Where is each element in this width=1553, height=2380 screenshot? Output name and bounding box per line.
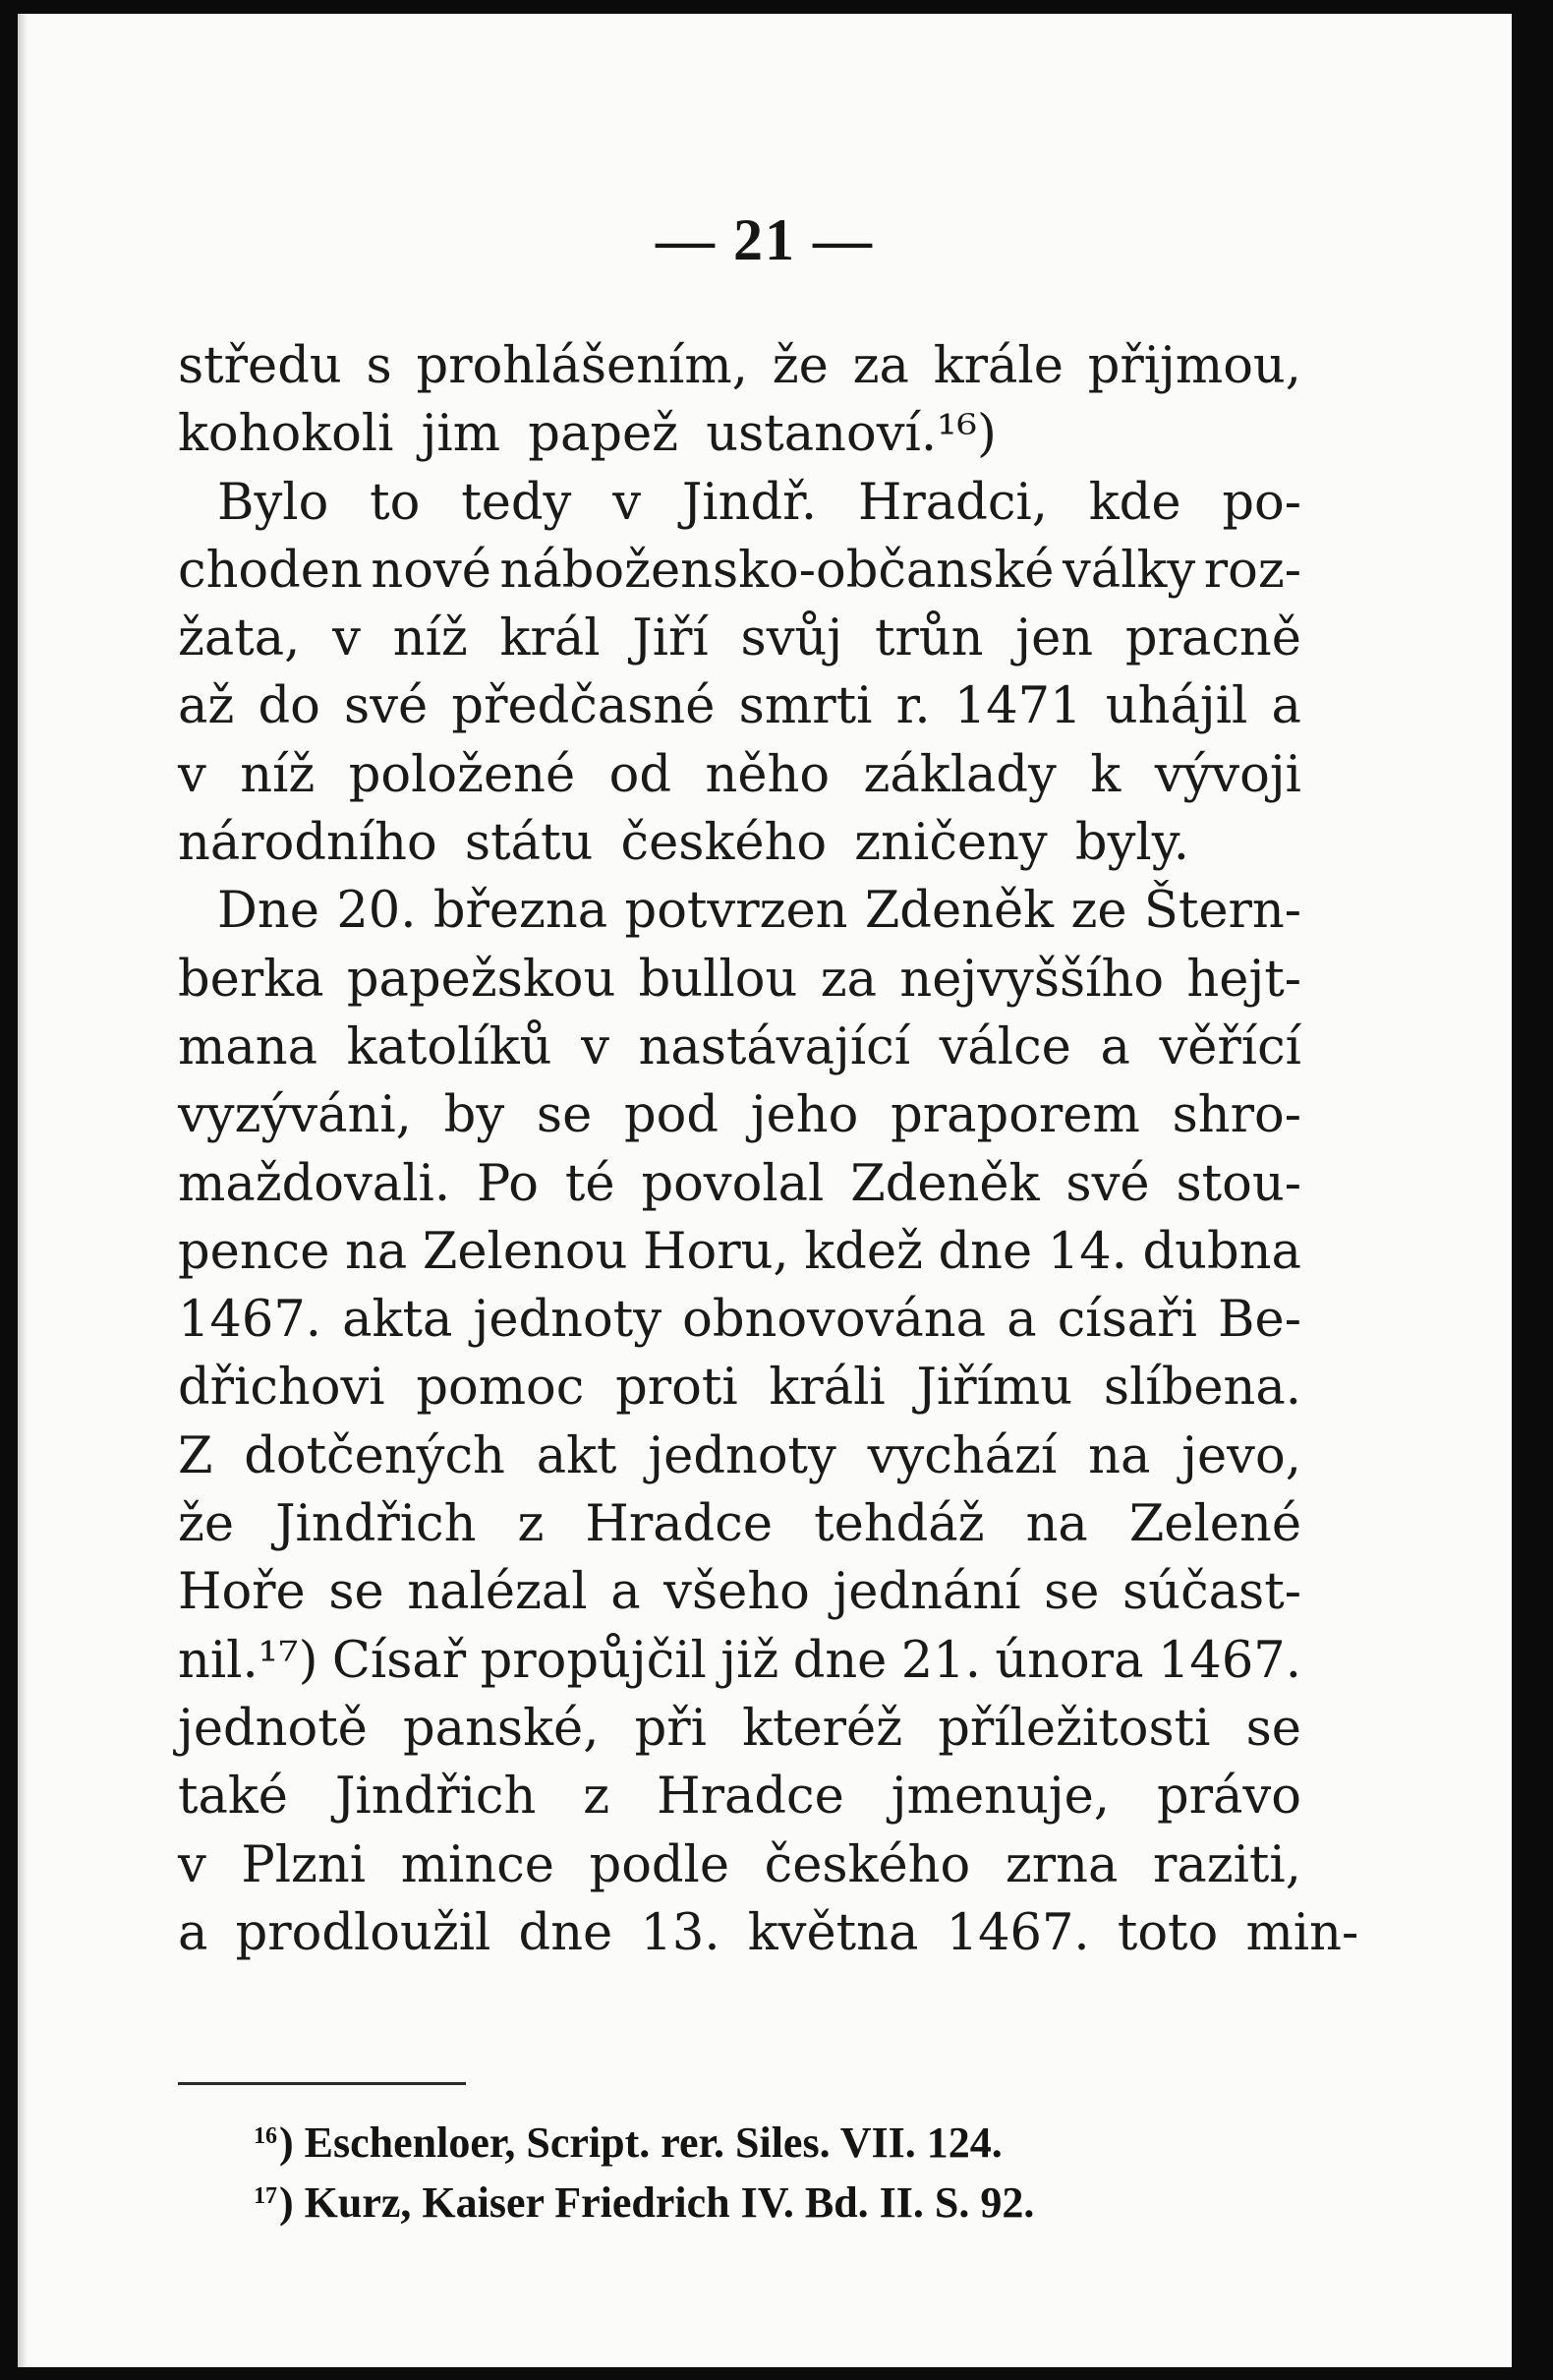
word: právo: [1157, 1768, 1301, 1827]
word: 1471: [953, 677, 1082, 736]
word: obnovována: [682, 1291, 987, 1350]
word: již: [720, 1631, 779, 1690]
text-line: [178, 1558, 1301, 1626]
word: tedy: [461, 473, 572, 532]
page-number: — 21 —: [656, 207, 874, 272]
word: jen: [1015, 610, 1094, 668]
word: do: [258, 677, 320, 736]
book-page: [18, 14, 1512, 2367]
word: propůjčil: [480, 1631, 707, 1690]
word: pomoc: [416, 1359, 585, 1418]
footnote-17: [254, 2170, 1237, 2230]
word: mana: [178, 1017, 318, 1076]
text-line: [178, 332, 1301, 400]
text-line: [178, 1695, 1301, 1763]
word: akta: [342, 1291, 453, 1350]
word: března: [432, 882, 608, 941]
word: pence: [178, 1222, 330, 1281]
text-line: [178, 1627, 1301, 1695]
word: Hradce: [585, 1495, 774, 1554]
word: a: [610, 1563, 641, 1622]
word: Be-: [1218, 1291, 1301, 1350]
word: k: [1090, 745, 1122, 804]
word: té: [564, 1154, 615, 1213]
word: války: [1062, 541, 1196, 600]
word: Hoře: [178, 1563, 306, 1622]
word: předčasné: [451, 677, 716, 736]
body-text: [178, 332, 1359, 1967]
word: v: [581, 1017, 609, 1076]
word: a: [1271, 677, 1301, 736]
word: dne: [938, 1222, 1033, 1281]
word: 20.: [336, 882, 417, 941]
word: a: [1100, 1017, 1130, 1076]
text-line: [178, 877, 1301, 945]
word: své: [344, 677, 429, 736]
word: proti: [615, 1359, 738, 1418]
footnote-text: ) Eschenloer, Script. rer. Siles. VII. 124.: [279, 2119, 1003, 2167]
word: kteréž: [742, 1699, 903, 1758]
word: Zdeněk: [850, 1154, 1040, 1213]
footnotes: [254, 2110, 1237, 2230]
word: Jiřímu: [916, 1359, 1073, 1418]
word: dne: [792, 1631, 888, 1690]
word: Po: [476, 1154, 539, 1213]
text-line: [178, 1490, 1301, 1558]
word: jednání: [833, 1563, 1021, 1622]
word: dřichovi: [178, 1359, 385, 1418]
footnote-mark: 17: [254, 2183, 277, 2209]
word: pracně: [1124, 610, 1301, 668]
word: českého: [764, 1835, 971, 1894]
word: válce: [939, 1017, 1071, 1076]
word: na: [345, 1222, 408, 1281]
word: přijmou,: [1087, 337, 1301, 395]
word: jednoty: [648, 1426, 836, 1485]
word: Jindřich: [334, 1768, 537, 1827]
word: králi: [769, 1359, 886, 1418]
word: praporem: [891, 1086, 1140, 1145]
word: 1467.: [1157, 1631, 1301, 1690]
footnote-mark: 16: [254, 2123, 277, 2149]
word: to: [370, 473, 421, 532]
word: Bylo: [217, 473, 329, 532]
text-line: [178, 1081, 1301, 1149]
footnote-separator: [178, 2082, 466, 2085]
word: raziti,: [1152, 1835, 1301, 1894]
word: a: [1007, 1291, 1037, 1350]
word: že: [772, 337, 829, 395]
word: Plzni: [241, 1835, 367, 1894]
word: v: [178, 745, 206, 804]
word: jevo,: [1181, 1426, 1301, 1485]
word: krále: [933, 337, 1064, 395]
word: papežskou: [346, 950, 616, 1009]
word: s: [366, 337, 392, 395]
word: února: [995, 1631, 1144, 1690]
page-edge-shadow: [18, 14, 28, 2367]
word: až: [178, 677, 235, 736]
word: se: [1245, 1699, 1301, 1758]
word: nábožensko-občanské: [499, 541, 1055, 600]
word: choden: [178, 541, 363, 600]
word: Zdeněk: [864, 882, 1055, 941]
word: za: [820, 950, 877, 1009]
text-line: [178, 1014, 1301, 1081]
word: nastávající: [638, 1017, 911, 1076]
word: mince: [400, 1835, 554, 1894]
word: súčast-: [1122, 1563, 1301, 1622]
text-line: [178, 741, 1301, 809]
text-line: [178, 1218, 1301, 1286]
word: pod: [624, 1086, 719, 1145]
word: že: [178, 1495, 235, 1554]
word: stou-: [1176, 1154, 1301, 1213]
word: by: [443, 1086, 505, 1145]
word: jmenuje,: [891, 1768, 1111, 1827]
word: bullou: [638, 950, 798, 1009]
word: roz-: [1203, 541, 1301, 600]
text-line: [178, 1354, 1301, 1422]
word: v: [332, 610, 361, 668]
word: slíbena.: [1103, 1359, 1301, 1418]
word: vývoji: [1154, 745, 1301, 804]
word: položené: [348, 745, 576, 804]
word: Dne: [217, 882, 319, 941]
word: se: [536, 1086, 593, 1145]
word: maždovali.: [178, 1154, 451, 1213]
text-line: [178, 1831, 1301, 1899]
text-line: [178, 1763, 1301, 1830]
text-line: [178, 946, 1301, 1014]
word: všeho: [663, 1563, 810, 1622]
word: základy: [863, 745, 1057, 804]
text-line: kohokoli jim papež ustanoví.¹⁶): [178, 405, 997, 464]
footnote-text: ) Kurz, Kaiser Friedrich IV. Bd. II. S. 92.: [279, 2178, 1035, 2227]
word: vyzýváni,: [178, 1086, 412, 1145]
word: r.: [895, 677, 931, 736]
word: povolal: [641, 1154, 825, 1213]
word: v: [178, 1835, 206, 1894]
word: podle: [589, 1835, 730, 1894]
word: smrti: [738, 677, 873, 736]
word: panské,: [403, 1699, 600, 1758]
text-line: [178, 672, 1301, 740]
word: příležitosti: [938, 1699, 1211, 1758]
word: žata,: [178, 610, 301, 668]
footnote-16: [254, 2110, 1237, 2170]
word: nejvyššího: [899, 950, 1165, 1009]
word: císaři: [1057, 1291, 1197, 1350]
word: středu: [178, 337, 342, 395]
word: vychází: [867, 1426, 1058, 1485]
word: níž: [240, 745, 316, 804]
word: kde: [1088, 473, 1181, 532]
text-line: národního státu českého zničeny byly.: [178, 814, 1189, 873]
word: dotčených: [244, 1426, 505, 1485]
word: jeho: [750, 1086, 859, 1145]
word: prohlášením,: [416, 337, 748, 395]
word: se: [1044, 1563, 1100, 1622]
word: při: [634, 1699, 707, 1758]
word: Císař: [331, 1631, 467, 1690]
word: níž: [392, 610, 468, 668]
word: za: [852, 337, 909, 395]
word: shro-: [1172, 1086, 1301, 1145]
text-line: [178, 469, 1301, 537]
word: také: [178, 1768, 288, 1827]
word: nil.¹⁷): [178, 1631, 318, 1690]
word: se: [328, 1563, 384, 1622]
word: král: [499, 610, 601, 668]
word: nalézal: [407, 1563, 588, 1622]
word: potvrzen: [624, 882, 848, 941]
word: něho: [705, 745, 831, 804]
text-line: a prodloužil dne 13. května 1467. toto min-: [178, 1903, 1359, 1962]
word: dubna: [1142, 1222, 1301, 1281]
word: hejt-: [1186, 950, 1301, 1009]
word: v: [612, 473, 641, 532]
word: jednoty: [473, 1291, 662, 1350]
word: na: [1025, 1495, 1088, 1554]
text-line: [178, 1286, 1301, 1354]
word: 21.: [900, 1631, 981, 1690]
word: své: [1065, 1154, 1150, 1213]
word: Horu,: [643, 1222, 789, 1281]
word: Zelenou: [422, 1222, 628, 1281]
word: z: [517, 1495, 545, 1554]
word: Jindř.: [681, 473, 818, 532]
word: svůj: [740, 610, 843, 668]
word: tehdáž: [814, 1495, 985, 1554]
text-line: [178, 605, 1301, 672]
word: Zelené: [1128, 1495, 1301, 1554]
word: Hradci,: [857, 473, 1048, 532]
word: 1467.: [178, 1291, 322, 1350]
word: po-: [1222, 473, 1301, 532]
word: zrna: [1005, 1835, 1119, 1894]
word: Jiří: [632, 610, 709, 668]
word: katolíků: [346, 1017, 552, 1076]
word: Jindřich: [275, 1495, 477, 1554]
word: na: [1088, 1426, 1151, 1485]
word: věřící: [1159, 1017, 1301, 1076]
word: nové: [371, 541, 491, 600]
word: akt: [536, 1426, 617, 1485]
text-line: [178, 537, 1301, 605]
word: 14.: [1047, 1222, 1127, 1281]
word: Hradce: [657, 1768, 844, 1827]
word: od: [608, 745, 672, 804]
word: ze: [1070, 882, 1127, 941]
word: Štern-: [1143, 882, 1301, 941]
text-line: [178, 1150, 1301, 1218]
word: jednotě: [178, 1699, 368, 1758]
text-line: [178, 1422, 1301, 1490]
word: Z: [178, 1426, 213, 1485]
word: z: [583, 1768, 610, 1827]
word: uhájil: [1105, 677, 1248, 736]
word: berka: [178, 950, 324, 1009]
word: kdež: [804, 1222, 923, 1281]
word: trůn: [874, 610, 984, 668]
